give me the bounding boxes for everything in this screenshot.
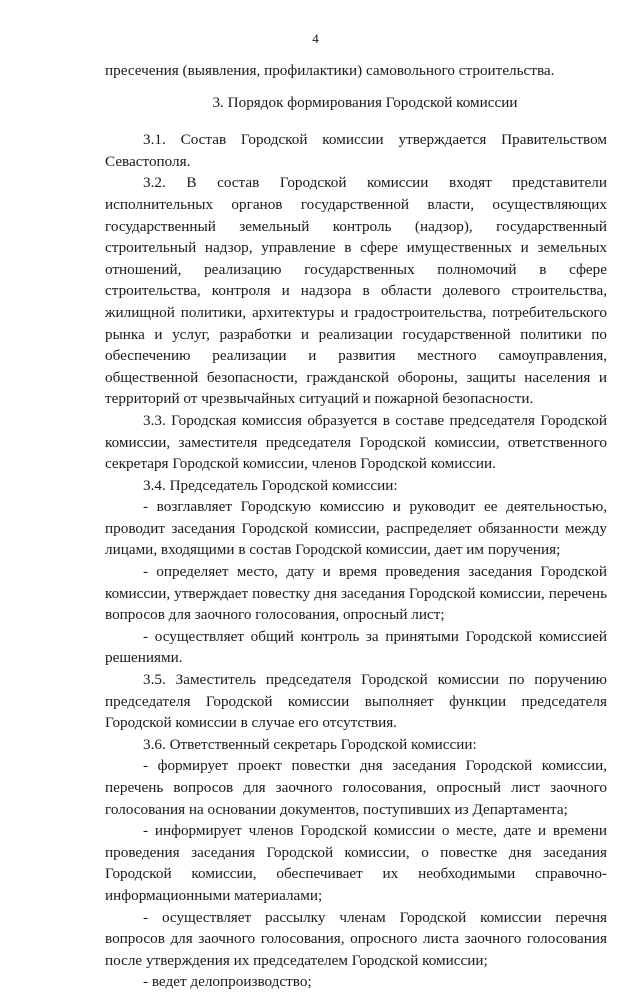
paragraph-3-2: 3.2. В состав Городской комиссии входят представители исполнительных органов государственной власти, осуществляющих государственный земельный контроль (надзор), государственный строительный надзор, управление в сфере имущественных и земельных отношений, реализацию государственных полномочий в сфере строительства, контроля и надзора в области долевого строительства, жилищной политики, архитектуры и градостроительства, потребительского рынка и услуг, разработки и реализации государственной политики по обеспечению реализации и развития местного самоуправления, общественной безопасности, гражданской обороны, защиты населения и территорий от чрезвычайных ситуаций и пожарной безопасности.: [105, 174, 607, 408]
paragraph-3-6: 3.6. Ответственный секретарь Городской комиссии:: [143, 735, 477, 753]
paragraph-3-4: 3.4. Председатель Городской комиссии:: [143, 476, 398, 494]
paragraph-continuation: пресечения (выявления, профилактики) самовольного строительства.: [105, 62, 555, 79]
list-item-secretary-mailing: - осуществляет рассылку членам Городской комиссии перечня вопросов для заочного голосования, опросного листа заочного голосования после утверждения их председателем Городской комиссии;: [105, 908, 607, 969]
list-item-secretary-informs: - информирует членов Городской комиссии о месте, дате и времени проведения заседания Городской комиссии, о повестке дня заседания Городской комиссии, обеспечивает их необходимыми справочно-информационными материалами;: [105, 822, 607, 904]
list-item-chairman-leads: - возглавляет Городскую комиссию и руководит ее деятельностью, проводит заседания Городской комиссии, распределяет обязанности между лицами, входящими в состав Городской комиссии, дает им поручения;: [105, 498, 607, 559]
page-number: 4: [312, 31, 319, 46]
paragraph-3-1: 3.1. Состав Городской комиссии утверждается Правительством Севастополя.: [105, 131, 607, 170]
paragraph-3-5: 3.5. Заместитель председателя Городской комиссии по поручению председателя Городской комиссии выполняет функции председателя Городской комиссии в случае его отсутствия.: [105, 671, 607, 732]
paragraph-3-3: 3.3. Городская комиссия образуется в составе председателя Городской комиссии, заместителя председателя Городской комиссии, ответственного секретаря Городской комиссии, членов Городской комиссии.: [105, 411, 607, 473]
list-item-chairman-schedules: - определяет место, дату и время проведения заседания Городской комиссии, утверждает повестку дня заседания Городской комиссии, перечень вопросов для заочного голосования, опросный лист;: [105, 563, 607, 624]
list-item-chairman-controls: - осуществляет общий контроль за принятыми Городской комиссией решениями.: [105, 627, 607, 667]
section-heading: 3. Порядок формирования Городской комиссии: [212, 93, 518, 111]
list-item-secretary-agenda: - формирует проект повестки дня заседания Городской комиссии, перечень вопросов для заочного голосования, опросный лист заочного голосования на основании документов, поступивших из Департамента;: [105, 757, 607, 818]
document-body: [105, 60, 607, 993]
list-item-secretary-records: - ведет делопроизводство;: [143, 973, 312, 991]
